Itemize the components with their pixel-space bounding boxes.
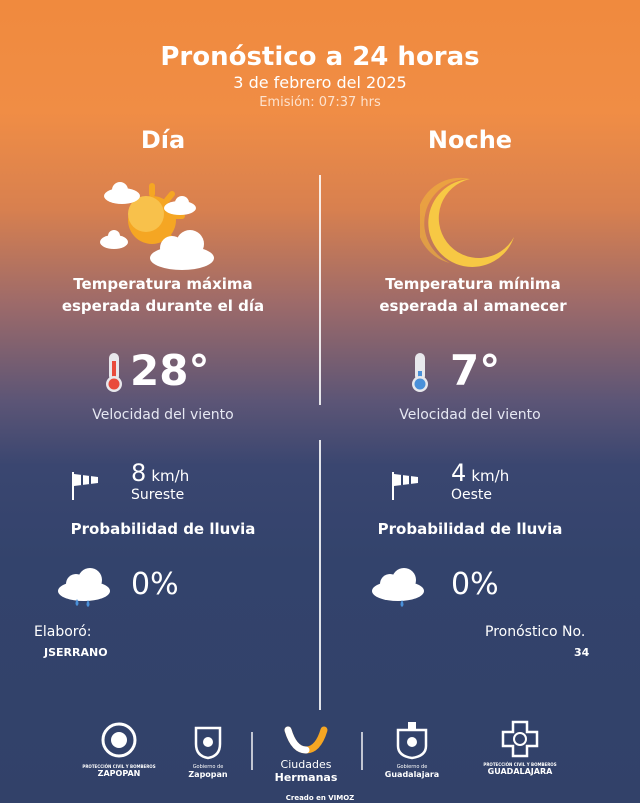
page-title: Pronóstico a 24 horas — [160, 42, 480, 72]
day-title: Día — [140, 126, 186, 154]
night-wind — [451, 459, 509, 487]
forecast-number: 34 — [574, 646, 590, 659]
shield-icon — [174, 724, 242, 760]
made-by-name: JSERRANO — [44, 646, 108, 659]
rain-cloud-icon — [55, 566, 113, 612]
night-wind-label: Velocidad del viento — [399, 407, 541, 423]
night-wind-direction: Oeste — [451, 487, 493, 503]
windsock-icon — [70, 470, 102, 502]
night-wind-speed: 4 — [451, 459, 467, 487]
sun-cloud-icon — [100, 178, 220, 273]
logo-divider — [361, 732, 363, 770]
windsock-icon — [390, 470, 422, 502]
day-wind-speed: 8 — [131, 459, 147, 487]
night-title: Noche — [427, 126, 513, 154]
day-temperature: 28° — [130, 346, 210, 395]
fire-badge-icon — [82, 722, 156, 760]
day-rain-probability: 0% — [131, 567, 179, 602]
logo-ciudades-hermanas: Ciudades Hermanas — [266, 722, 346, 784]
day-rain-label: Probabilidad de lluvia — [70, 520, 256, 538]
thermometer-cold-icon — [408, 351, 432, 393]
crest-icon — [378, 720, 446, 760]
night-rain-label: Probabilidad de lluvia — [377, 520, 563, 538]
day-wind-direction: Sureste — [131, 487, 185, 503]
handshake-icon — [266, 722, 346, 754]
night-wind-unit: km/h — [471, 467, 510, 485]
logo-gob-zapopan: Gobierno de Zapopan — [174, 724, 242, 779]
moon-icon — [420, 175, 520, 275]
thermometer-hot-icon — [102, 351, 126, 393]
logo-pc-zapopan: PROTECCIÓN CIVIL Y BOMBEROS ZAPOPAN — [82, 722, 156, 778]
emission-time: Emisión: 07:37 hrs — [259, 95, 381, 110]
maltese-cross-icon — [480, 720, 560, 758]
day-wind — [131, 459, 189, 487]
night-temperature: 7° — [450, 346, 501, 395]
day-wind-label: Velocidad del viento — [92, 407, 234, 423]
day-temp-description: Temperatura máxima esperada durante el día — [61, 275, 265, 315]
forecast-number-label: Pronóstico No. — [485, 624, 586, 640]
day-wind-unit: km/h — [151, 467, 190, 485]
logo-gob-guadalajara: Gobierno de Guadalajara — [378, 720, 446, 779]
credit-text: Creado en VIMOZ — [285, 794, 355, 802]
logo-divider — [251, 732, 253, 770]
divider-top — [319, 175, 321, 405]
night-rain-probability: 0% — [451, 567, 499, 602]
logo-pc-guadalajara: PROTECCIÓN CIVIL Y BOMBEROS GUADALAJARA — [480, 720, 560, 776]
made-by-label: Elaboró: — [34, 624, 92, 640]
divider-bottom — [319, 440, 321, 710]
night-temp-description: Temperatura mínima esperada al amanecer — [379, 275, 567, 315]
forecast-date: 3 de febrero del 2025 — [233, 73, 407, 92]
rain-cloud-icon — [369, 566, 427, 612]
